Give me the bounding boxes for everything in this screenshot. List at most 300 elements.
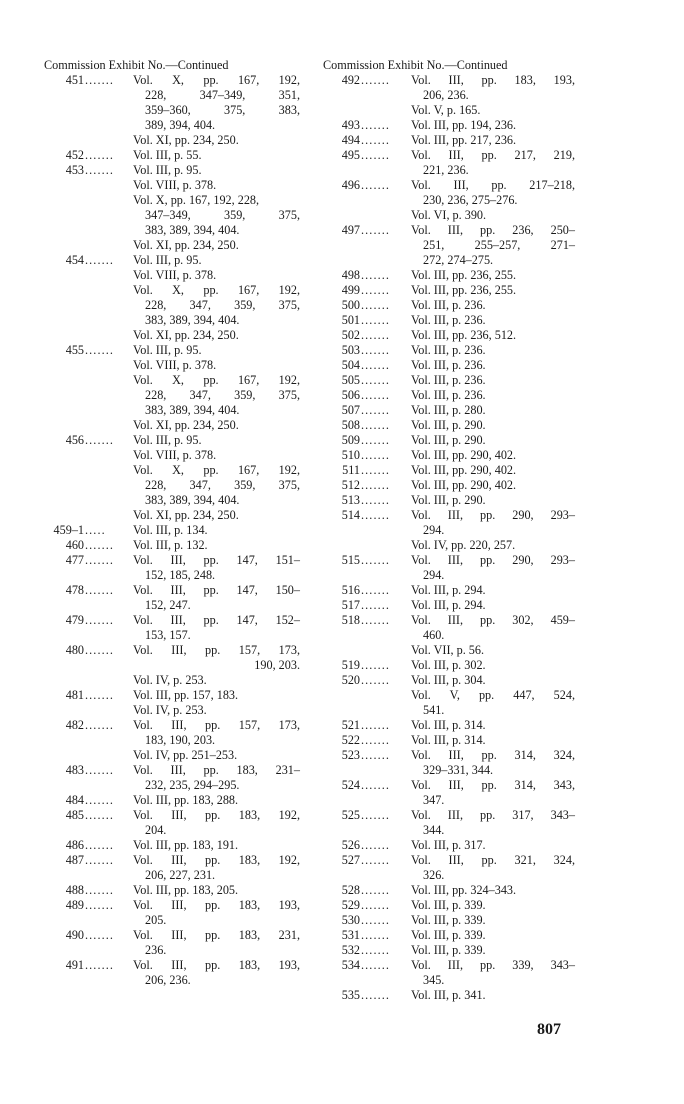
volume-references bbox=[133, 643, 300, 688]
leader-dots: ....... bbox=[361, 898, 391, 912]
volume-references bbox=[411, 343, 575, 358]
reference-line: Vol. III, pp. 183, 193, bbox=[133, 958, 300, 972]
volume-references bbox=[411, 778, 575, 808]
exhibit-number: 526 bbox=[341, 838, 360, 852]
leader-dots: ....... bbox=[361, 178, 391, 192]
reference-line: Vol. III, pp. 183, 231– bbox=[133, 763, 300, 777]
leader-dots: ....... bbox=[361, 673, 391, 687]
volume-references bbox=[411, 883, 575, 898]
exhibit-entry bbox=[323, 403, 575, 418]
reference-line: 228, 347, 359, 375, bbox=[145, 478, 300, 492]
reference-line: 344. bbox=[423, 823, 445, 837]
exhibit-entry bbox=[44, 343, 300, 433]
exhibit-number: 504 bbox=[341, 358, 360, 372]
exhibit-entry bbox=[44, 73, 300, 148]
volume-references bbox=[411, 808, 575, 838]
exhibit-entry bbox=[44, 718, 300, 763]
volume-references bbox=[411, 298, 575, 313]
exhibit-number: 488 bbox=[65, 883, 84, 897]
reference-line: 206, 236. bbox=[145, 973, 191, 987]
exhibit-entry bbox=[44, 838, 300, 853]
exhibit-entry bbox=[44, 958, 300, 988]
exhibit-entry bbox=[323, 733, 575, 748]
exhibit-number: 529 bbox=[341, 898, 360, 912]
reference-line: Vol. III, pp. 183, 205. bbox=[133, 883, 239, 897]
volume-references bbox=[411, 328, 575, 343]
exhibit-entry bbox=[44, 763, 300, 793]
reference-line: Vol. VIII, p. 378. bbox=[133, 358, 217, 372]
leader-dots: ....... bbox=[361, 853, 391, 867]
leader-dots: ....... bbox=[361, 748, 391, 762]
leader-dots: ....... bbox=[361, 733, 391, 747]
leader-dots: ....... bbox=[361, 148, 391, 162]
reference-line: 347–349, 359, 375, bbox=[145, 208, 300, 222]
leader-dots: ....... bbox=[361, 988, 391, 1002]
exhibit-number: 512 bbox=[341, 478, 360, 492]
leader-dots: ....... bbox=[361, 358, 391, 372]
volume-references bbox=[411, 478, 575, 493]
volume-references bbox=[411, 658, 575, 673]
leader-dots: ....... bbox=[361, 223, 391, 237]
volume-references bbox=[133, 688, 300, 718]
exhibit-entry bbox=[44, 643, 300, 688]
reference-line: Vol. III, pp. 317, 343– bbox=[411, 808, 575, 822]
reference-line: Vol. III, p. 339. bbox=[411, 913, 486, 927]
exhibit-number: 451 bbox=[65, 73, 84, 87]
reference-line: Vol. III, pp. 290, 293– bbox=[411, 553, 575, 567]
exhibit-number: 454 bbox=[65, 253, 84, 267]
exhibit-number: 478 bbox=[65, 583, 84, 597]
exhibit-number: 510 bbox=[341, 448, 360, 462]
leader-dots: ....... bbox=[361, 448, 391, 462]
entry-list bbox=[44, 73, 300, 988]
reference-line: Vol. III, pp. 217–218, bbox=[411, 178, 575, 192]
volume-references bbox=[411, 748, 575, 778]
volume-references bbox=[133, 148, 300, 163]
reference-line: 228, 347–349, 351, bbox=[145, 88, 300, 102]
exhibit-entry bbox=[323, 388, 575, 403]
reference-line: Vol. III, p. 314. bbox=[411, 718, 486, 732]
exhibit-entry bbox=[323, 313, 575, 328]
exhibit-entry bbox=[323, 778, 575, 808]
reference-line: 228, 347, 359, 375, bbox=[145, 298, 300, 312]
reference-line: 152, 247. bbox=[145, 598, 191, 612]
reference-line: Vol. VII, p. 56. bbox=[411, 643, 485, 657]
reference-line: Vol. III, p. 339. bbox=[411, 943, 486, 957]
reference-line: Vol. V, pp. 447, 524, bbox=[411, 688, 575, 702]
volume-references bbox=[133, 343, 300, 433]
page-number: 807 bbox=[537, 1021, 561, 1038]
reference-line: 383, 389, 394, 404. bbox=[145, 493, 240, 507]
exhibit-entry bbox=[323, 133, 575, 148]
exhibit-entry bbox=[44, 793, 300, 808]
exhibit-entry bbox=[44, 583, 300, 613]
exhibit-number: 492 bbox=[341, 73, 360, 87]
exhibit-number: 502 bbox=[341, 328, 360, 342]
exhibit-entry bbox=[44, 538, 300, 553]
exhibit-entry bbox=[44, 523, 300, 538]
volume-references bbox=[411, 493, 575, 508]
reference-line: Vol. X, pp. 167, 192, 228, bbox=[133, 193, 260, 207]
volume-references bbox=[133, 898, 300, 928]
reference-line: Vol. III, pp. 290, 402. bbox=[411, 463, 517, 477]
reference-line: 228, 347, 359, 375, bbox=[145, 388, 300, 402]
volume-references bbox=[411, 463, 575, 478]
reference-line: Vol. III, p. 339. bbox=[411, 928, 486, 942]
reference-line: Vol. III, p. 236. bbox=[411, 373, 486, 387]
leader-dots: ....... bbox=[85, 898, 115, 912]
reference-line: Vol. III, p. 236. bbox=[411, 298, 486, 312]
volume-references bbox=[411, 958, 575, 988]
exhibit-number: 524 bbox=[341, 778, 360, 792]
leader-dots: ....... bbox=[85, 958, 115, 972]
reference-line: Vol. III, pp. 290, 402. bbox=[411, 448, 517, 462]
reference-line: 326. bbox=[423, 868, 445, 882]
reference-line: Vol. III, pp. 183, 193, bbox=[133, 898, 300, 912]
exhibit-entry bbox=[323, 178, 575, 223]
leader-dots: ....... bbox=[85, 613, 115, 627]
leader-dots: ....... bbox=[361, 493, 391, 507]
reference-line: Vol. VIII, p. 378. bbox=[133, 178, 217, 192]
reference-line: Vol. III, p. 290. bbox=[411, 493, 486, 507]
reference-line: Vol. III, p. 290. bbox=[411, 433, 486, 447]
exhibit-entry bbox=[323, 73, 575, 118]
exhibit-number: 493 bbox=[341, 118, 360, 132]
reference-line: Vol. XI, pp. 234, 250. bbox=[133, 133, 239, 147]
reference-line: Vol. XI, pp. 234, 250. bbox=[133, 328, 239, 342]
exhibit-number: 484 bbox=[65, 793, 84, 807]
reference-line: Vol. III, pp. 314, 324, bbox=[411, 748, 575, 762]
exhibit-entry bbox=[323, 223, 575, 268]
volume-references bbox=[411, 673, 575, 718]
leader-dots: ....... bbox=[85, 763, 115, 777]
exhibit-entry bbox=[323, 553, 575, 583]
exhibit-entry bbox=[323, 118, 575, 133]
exhibit-number: 477 bbox=[65, 553, 84, 567]
exhibit-number: 514 bbox=[341, 508, 360, 522]
reference-line: 541. bbox=[423, 703, 445, 717]
volume-references bbox=[411, 598, 575, 613]
reference-line: Vol. III, p. 290. bbox=[411, 418, 486, 432]
volume-references bbox=[133, 838, 300, 853]
reference-line: Vol. III, p. 302. bbox=[411, 658, 486, 672]
volume-references bbox=[133, 553, 300, 583]
reference-line: 389, 394, 404. bbox=[145, 118, 216, 132]
volume-references bbox=[133, 883, 300, 898]
volume-references bbox=[133, 583, 300, 613]
leader-dots: ....... bbox=[361, 268, 391, 282]
exhibit-entry bbox=[323, 988, 575, 1003]
volume-references bbox=[133, 433, 300, 523]
reference-line: 221, 236. bbox=[423, 163, 469, 177]
exhibit-entry bbox=[323, 478, 575, 493]
exhibit-number: 496 bbox=[341, 178, 360, 192]
reference-line: 329–331, 344. bbox=[423, 763, 494, 777]
exhibit-number: 511 bbox=[342, 463, 360, 477]
leader-dots: ....... bbox=[361, 478, 391, 492]
leader-dots: ....... bbox=[361, 418, 391, 432]
exhibit-number: 525 bbox=[341, 808, 360, 822]
volume-references bbox=[411, 583, 575, 598]
exhibit-number: 513 bbox=[341, 493, 360, 507]
exhibit-number: 486 bbox=[65, 838, 84, 852]
reference-line: Vol. X, pp. 167, 192, bbox=[133, 373, 300, 387]
reference-line: Vol. III, pp. 183, 231, bbox=[133, 928, 300, 942]
leader-dots: ....... bbox=[361, 958, 391, 972]
reference-line: 205. bbox=[145, 913, 167, 927]
reference-line: 251, 255–257, 271– bbox=[423, 238, 575, 252]
exhibit-entry bbox=[44, 253, 300, 343]
leader-dots: ....... bbox=[85, 538, 115, 552]
reference-line: Vol. III, p. 95. bbox=[133, 433, 202, 447]
exhibit-number: 499 bbox=[341, 283, 360, 297]
exhibit-entry bbox=[323, 583, 575, 598]
exhibit-entry bbox=[44, 928, 300, 958]
volume-references bbox=[411, 553, 575, 583]
reference-line: 152, 185, 248. bbox=[145, 568, 216, 582]
reference-line: Vol. III, pp. 157, 173, bbox=[133, 643, 300, 657]
reference-line: 383, 389, 394, 404. bbox=[145, 223, 240, 237]
exhibit-number: 507 bbox=[341, 403, 360, 417]
leader-dots: ....... bbox=[361, 508, 391, 522]
exhibit-number: 527 bbox=[341, 853, 360, 867]
leader-dots: ....... bbox=[85, 808, 115, 822]
exhibit-entry bbox=[323, 358, 575, 373]
reference-line: 347. bbox=[423, 793, 445, 807]
volume-references bbox=[411, 223, 575, 268]
volume-references bbox=[133, 253, 300, 343]
leader-dots: ....... bbox=[85, 148, 115, 162]
reference-line: 206, 227, 231. bbox=[145, 868, 216, 882]
reference-line: 183, 190, 203. bbox=[145, 733, 216, 747]
leader-dots: ....... bbox=[361, 403, 391, 417]
leader-dots: ....... bbox=[361, 583, 391, 597]
reference-line: Vol. III, p. 134. bbox=[133, 523, 208, 537]
exhibit-entry bbox=[323, 328, 575, 343]
reference-line: Vol. III, pp. 217, 219, bbox=[411, 148, 575, 162]
exhibit-number: 517 bbox=[341, 598, 360, 612]
volume-references bbox=[411, 178, 575, 223]
reference-line: Vol. III, pp. 324–343. bbox=[411, 883, 517, 897]
reference-line: Vol. III, pp. 183, 192, bbox=[133, 808, 300, 822]
volume-references bbox=[411, 148, 575, 178]
reference-line: 383, 389, 394, 404. bbox=[145, 313, 240, 327]
reference-line: Vol. VI, p. 390. bbox=[411, 208, 487, 222]
leader-dots: ....... bbox=[361, 808, 391, 822]
exhibit-number: 495 bbox=[341, 148, 360, 162]
volume-references bbox=[133, 523, 300, 538]
exhibit-number: 528 bbox=[341, 883, 360, 897]
exhibit-entry bbox=[323, 673, 575, 718]
leader-dots: ....... bbox=[361, 928, 391, 942]
volume-references bbox=[133, 763, 300, 793]
reference-line: 460. bbox=[423, 628, 445, 642]
leader-dots: ..... bbox=[85, 523, 106, 537]
reference-line: Vol. III, p. 236. bbox=[411, 358, 486, 372]
volume-references bbox=[133, 958, 300, 988]
volume-references bbox=[411, 943, 575, 958]
exhibit-entry bbox=[44, 613, 300, 643]
volume-references bbox=[411, 358, 575, 373]
exhibit-number: 534 bbox=[341, 958, 360, 972]
reference-line: Vol. IV, pp. 251–253. bbox=[133, 748, 238, 762]
leader-dots: ....... bbox=[85, 838, 115, 852]
volume-references bbox=[411, 133, 575, 148]
leader-dots: ....... bbox=[85, 163, 115, 177]
leader-dots: ....... bbox=[361, 433, 391, 447]
exhibit-entry bbox=[44, 898, 300, 928]
exhibit-number: 531 bbox=[341, 928, 360, 942]
exhibit-number: 487 bbox=[65, 853, 84, 867]
reference-line: 294. bbox=[423, 568, 445, 582]
volume-references bbox=[411, 508, 575, 553]
volume-references bbox=[133, 163, 300, 253]
volume-references bbox=[133, 793, 300, 808]
reference-line: Vol. VIII, p. 378. bbox=[133, 268, 217, 282]
exhibit-number: 480 bbox=[65, 643, 84, 657]
leader-dots: ....... bbox=[85, 433, 115, 447]
volume-references bbox=[411, 433, 575, 448]
exhibit-number: 479 bbox=[65, 613, 84, 627]
exhibit-entry bbox=[323, 448, 575, 463]
right-column bbox=[323, 58, 575, 1003]
leader-dots: ....... bbox=[361, 718, 391, 732]
column-header: Commission Exhibit No.—Continued bbox=[323, 58, 508, 72]
exhibit-number: 503 bbox=[341, 343, 360, 357]
reference-line: Vol. III, p. 304. bbox=[411, 673, 486, 687]
column-header: Commission Exhibit No.—Continued bbox=[44, 58, 229, 72]
exhibit-entry bbox=[44, 433, 300, 523]
volume-references bbox=[133, 808, 300, 838]
reference-line: Vol. IV, p. 253. bbox=[133, 703, 207, 717]
reference-line: Vol. III, p. 294. bbox=[411, 583, 486, 597]
volume-references bbox=[411, 283, 575, 298]
leader-dots: ....... bbox=[85, 553, 115, 567]
reference-line: 232, 235, 294–295. bbox=[145, 778, 240, 792]
reference-line: 272, 274–275. bbox=[423, 253, 494, 267]
reference-line: Vol. III, p. 236. bbox=[411, 343, 486, 357]
reference-line: 359–360, 375, 383, bbox=[145, 103, 300, 117]
reference-line: Vol. III, pp. 236, 255. bbox=[411, 268, 517, 282]
leader-dots: ....... bbox=[361, 133, 391, 147]
reference-line: Vol. III, p. 132. bbox=[133, 538, 208, 552]
exhibit-number: 523 bbox=[341, 748, 360, 762]
reference-line: Vol. III, pp. 194, 236. bbox=[411, 118, 517, 132]
exhibit-entry bbox=[323, 373, 575, 388]
leader-dots: ....... bbox=[85, 883, 115, 897]
reference-line: Vol. III, pp. 290, 293– bbox=[411, 508, 575, 522]
exhibit-number: 459–1 bbox=[53, 523, 84, 537]
reference-line: Vol. III, pp. 236, 512. bbox=[411, 328, 517, 342]
leader-dots: ....... bbox=[361, 553, 391, 567]
leader-dots: ....... bbox=[361, 658, 391, 672]
exhibit-number: 515 bbox=[341, 553, 360, 567]
reference-line: Vol. III, p. 236. bbox=[411, 388, 486, 402]
exhibit-entry bbox=[323, 928, 575, 943]
reference-line: Vol. III, p. 294. bbox=[411, 598, 486, 612]
exhibit-entry bbox=[323, 298, 575, 313]
leader-dots: ....... bbox=[361, 943, 391, 957]
volume-references bbox=[411, 853, 575, 883]
leader-dots: ....... bbox=[361, 373, 391, 387]
leader-dots: ....... bbox=[361, 913, 391, 927]
exhibit-entry bbox=[323, 148, 575, 178]
leader-dots: ....... bbox=[361, 598, 391, 612]
reference-line: Vol. III, pp. 236, 255. bbox=[411, 283, 517, 297]
reference-line: Vol. III, pp. 183, 288. bbox=[133, 793, 239, 807]
reference-line: Vol. III, p. 55. bbox=[133, 148, 202, 162]
reference-line: Vol. XI, pp. 234, 250. bbox=[133, 238, 239, 252]
leader-dots: ....... bbox=[85, 718, 115, 732]
reference-line: Vol. V, p. 165. bbox=[411, 103, 481, 117]
volume-references bbox=[411, 118, 575, 133]
exhibit-entry bbox=[44, 553, 300, 583]
exhibit-number: 506 bbox=[341, 388, 360, 402]
reference-line: Vol. III, p. 339. bbox=[411, 898, 486, 912]
exhibit-entry bbox=[323, 718, 575, 733]
exhibit-number: 501 bbox=[341, 313, 360, 327]
reference-line: Vol. III, pp. 183, 192, bbox=[133, 853, 300, 867]
exhibit-entry bbox=[323, 748, 575, 778]
exhibit-entry bbox=[323, 943, 575, 958]
reference-line: 236. bbox=[145, 943, 167, 957]
exhibit-entry bbox=[44, 148, 300, 163]
exhibit-number: 521 bbox=[341, 718, 360, 732]
exhibit-number: 489 bbox=[65, 898, 84, 912]
exhibit-entry bbox=[323, 958, 575, 988]
exhibit-entry bbox=[323, 658, 575, 673]
volume-references bbox=[411, 988, 575, 1003]
reference-line: Vol. X, pp. 167, 192, bbox=[133, 283, 300, 297]
volume-references bbox=[411, 913, 575, 928]
exhibit-entry bbox=[44, 163, 300, 253]
exhibit-number: 485 bbox=[65, 808, 84, 822]
leader-dots: ....... bbox=[361, 73, 391, 87]
exhibit-entry bbox=[323, 808, 575, 838]
volume-references bbox=[411, 733, 575, 748]
entry-list bbox=[323, 73, 575, 1003]
exhibit-number: 483 bbox=[65, 763, 84, 777]
leader-dots: ....... bbox=[361, 778, 391, 792]
reference-line: Vol. III, p. 314. bbox=[411, 733, 486, 747]
reference-line: Vol. IV, p. 253. bbox=[133, 673, 207, 687]
reference-line: Vol. VIII, p. 378. bbox=[133, 448, 217, 462]
leader-dots: ....... bbox=[85, 73, 115, 87]
leader-dots: ....... bbox=[361, 328, 391, 342]
exhibit-entry bbox=[323, 283, 575, 298]
exhibit-number: 490 bbox=[65, 928, 84, 942]
volume-references bbox=[133, 718, 300, 763]
reference-line: 206, 236. bbox=[423, 88, 469, 102]
reference-line: Vol. III, p. 317. bbox=[411, 838, 486, 852]
volume-references bbox=[411, 613, 575, 658]
reference-line: Vol. III, pp. 302, 459– bbox=[411, 613, 575, 627]
reference-line: Vol. III, pp. 157, 183. bbox=[133, 688, 239, 702]
volume-references bbox=[133, 928, 300, 958]
exhibit-number: 509 bbox=[341, 433, 360, 447]
reference-line: Vol. X, pp. 167, 192, bbox=[133, 73, 300, 87]
leader-dots: ....... bbox=[85, 853, 115, 867]
reference-line: Vol. III, pp. 183, 191. bbox=[133, 838, 239, 852]
reference-line: Vol. III, pp. 147, 150– bbox=[133, 583, 300, 597]
exhibit-entry bbox=[323, 343, 575, 358]
exhibit-number: 460 bbox=[65, 538, 84, 552]
leader-dots: ....... bbox=[361, 283, 391, 297]
volume-references bbox=[411, 448, 575, 463]
exhibit-number: 505 bbox=[341, 373, 360, 387]
volume-references bbox=[411, 718, 575, 733]
exhibit-entry bbox=[323, 268, 575, 283]
